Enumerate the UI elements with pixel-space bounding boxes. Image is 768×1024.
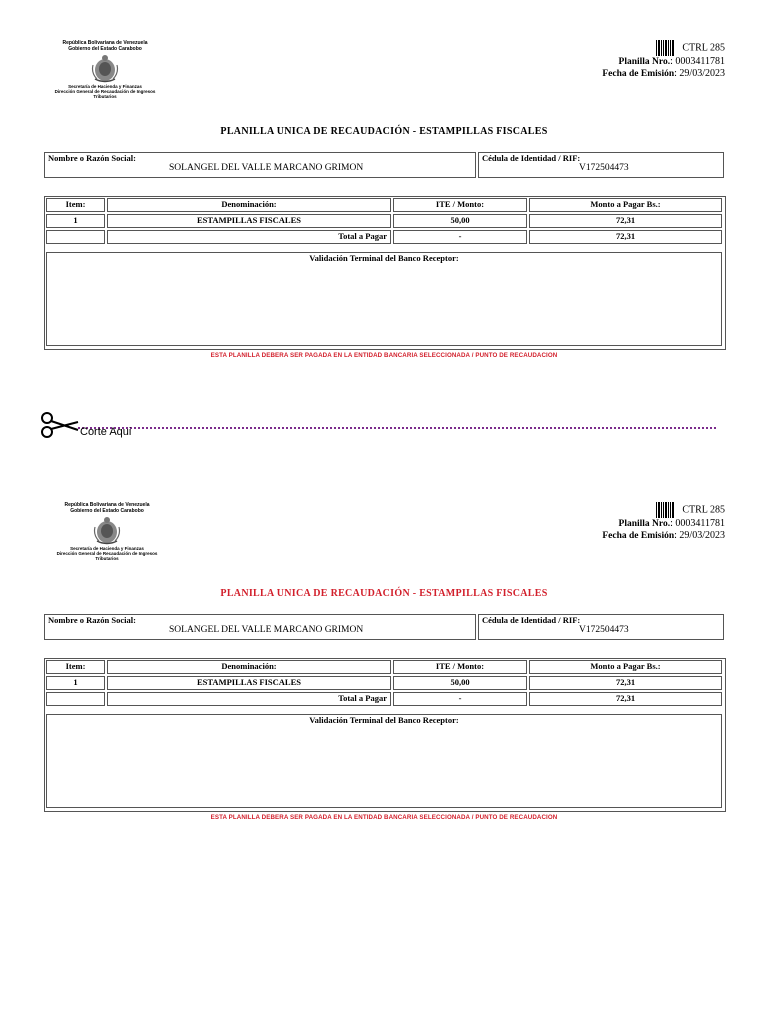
logo-line-2: Gobierno del Estado Carabobo (68, 46, 142, 52)
fecha-label: Fecha de Emisión (602, 69, 675, 79)
header-denominacion: Denominación: (107, 198, 391, 212)
row-ite: 50,00 (393, 214, 527, 228)
header-monto: Monto a Pagar Bs.: (529, 660, 722, 674)
logo-line-5: Tributarios (95, 556, 119, 561)
logo-line-1: República Bolivariana de Venezuela (64, 502, 150, 508)
total-item-empty (46, 692, 105, 706)
planilla-label: Planilla Nro. (618, 519, 671, 529)
logo-line-3: Secretaría de Hacienda y Finanzas (68, 84, 142, 89)
cut-line (40, 410, 720, 450)
government-logo (45, 40, 165, 99)
validation-label: Validación Terminal del Banco Receptor: (309, 253, 459, 263)
fecha-label: Fecha de Emisión (602, 531, 675, 541)
barcode-icon (656, 40, 674, 56)
form-title: PLANILLA UNICA DE RECAUDACIÓN - ESTAMPILLAS FISCALES (220, 588, 548, 599)
logo-line-5: Tributarios (93, 94, 117, 99)
fecha-value: : 29/03/2023 (674, 530, 725, 541)
logo-line-4: Dirección General de Recaudación de Ingresos (56, 551, 158, 556)
total-label: Total a Pagar (338, 231, 387, 241)
control-info (602, 40, 725, 80)
total-ite: - (393, 692, 527, 706)
validation-box (46, 714, 722, 808)
logo-line-4: Dirección General de Recaudación de Ingresos (54, 89, 156, 94)
total-label-cell (107, 692, 391, 706)
name-field (44, 152, 476, 178)
id-value: V172504473 (579, 625, 629, 635)
row-monto: 72,31 (529, 676, 722, 690)
fecha-value: : 29/03/2023 (674, 68, 725, 79)
header-denominacion: Denominación: (107, 660, 391, 674)
id-label: Cédula de Identidad / RIF: (482, 615, 581, 625)
form-title: PLANILLA UNICA DE RECAUDACIÓN - ESTAMPILLAS FISCALES (220, 126, 548, 137)
scissors-icon (40, 410, 80, 440)
planilla-number: : 0003411781 (670, 56, 725, 67)
header-ite: ITE / Monto: (393, 660, 527, 674)
name-label: Nombre o Razón Social: (48, 615, 136, 625)
logo-line-2: Gobierno del Estado Carabobo (70, 508, 144, 514)
total-label-cell (107, 230, 391, 244)
total-value: 72,31 (529, 692, 722, 706)
control-info (602, 502, 725, 542)
name-value: SOLANGEL DEL VALLE MARCANO GRIMON (169, 163, 364, 173)
header-item: Item: (46, 660, 105, 674)
barcode-icon (656, 502, 674, 518)
coat-of-arms-icon (93, 515, 121, 545)
total-ite: - (393, 230, 527, 244)
row-item: 1 (46, 676, 105, 690)
name-label: Nombre o Razón Social: (48, 153, 136, 163)
planilla-label: Planilla Nro. (618, 57, 671, 67)
row-denominacion: ESTAMPILLAS FISCALES (107, 676, 391, 690)
total-value: 72,31 (529, 230, 722, 244)
logo-line-1: República Bolivariana de Venezuela (62, 40, 148, 46)
planilla-number: : 0003411781 (670, 518, 725, 529)
validation-label: Validación Terminal del Banco Receptor: (309, 715, 459, 725)
payment-slip-bottom (0, 462, 768, 862)
header-ite: ITE / Monto: (393, 198, 527, 212)
header-item: Item: (46, 198, 105, 212)
ctrl-code: CTRL 285 (682, 42, 725, 54)
id-field (478, 152, 724, 178)
id-label: Cédula de Identidad / RIF: (482, 153, 581, 163)
row-monto: 72,31 (529, 214, 722, 228)
payment-notice: ESTA PLANILLA DEBERA SER PAGADA EN LA ENTIDAD BANCARIA SELECCIONADA / PUNTO DE RECAUDACION (210, 352, 558, 359)
dotted-cut-line (78, 427, 716, 429)
row-ite: 50,00 (393, 676, 527, 690)
payment-notice: ESTA PLANILLA DEBERA SER PAGADA EN LA ENTIDAD BANCARIA SELECCIONADA / PUNTO DE RECAUDACION (210, 814, 558, 821)
total-label: Total a Pagar (338, 693, 387, 703)
total-item-empty (46, 230, 105, 244)
header-monto: Monto a Pagar Bs.: (529, 198, 722, 212)
government-logo (47, 502, 167, 561)
cut-label: Corte Aqui (80, 426, 132, 438)
name-field (44, 614, 476, 640)
ctrl-code: CTRL 285 (682, 504, 725, 516)
validation-box (46, 252, 722, 346)
coat-of-arms-icon (91, 53, 119, 83)
logo-line-3: Secretaría de Hacienda y Finanzas (70, 546, 144, 551)
payment-slip-top (0, 0, 768, 400)
name-value: SOLANGEL DEL VALLE MARCANO GRIMON (169, 625, 364, 635)
id-field (478, 614, 724, 640)
id-value: V172504473 (579, 163, 629, 173)
row-denominacion: ESTAMPILLAS FISCALES (107, 214, 391, 228)
row-item: 1 (46, 214, 105, 228)
